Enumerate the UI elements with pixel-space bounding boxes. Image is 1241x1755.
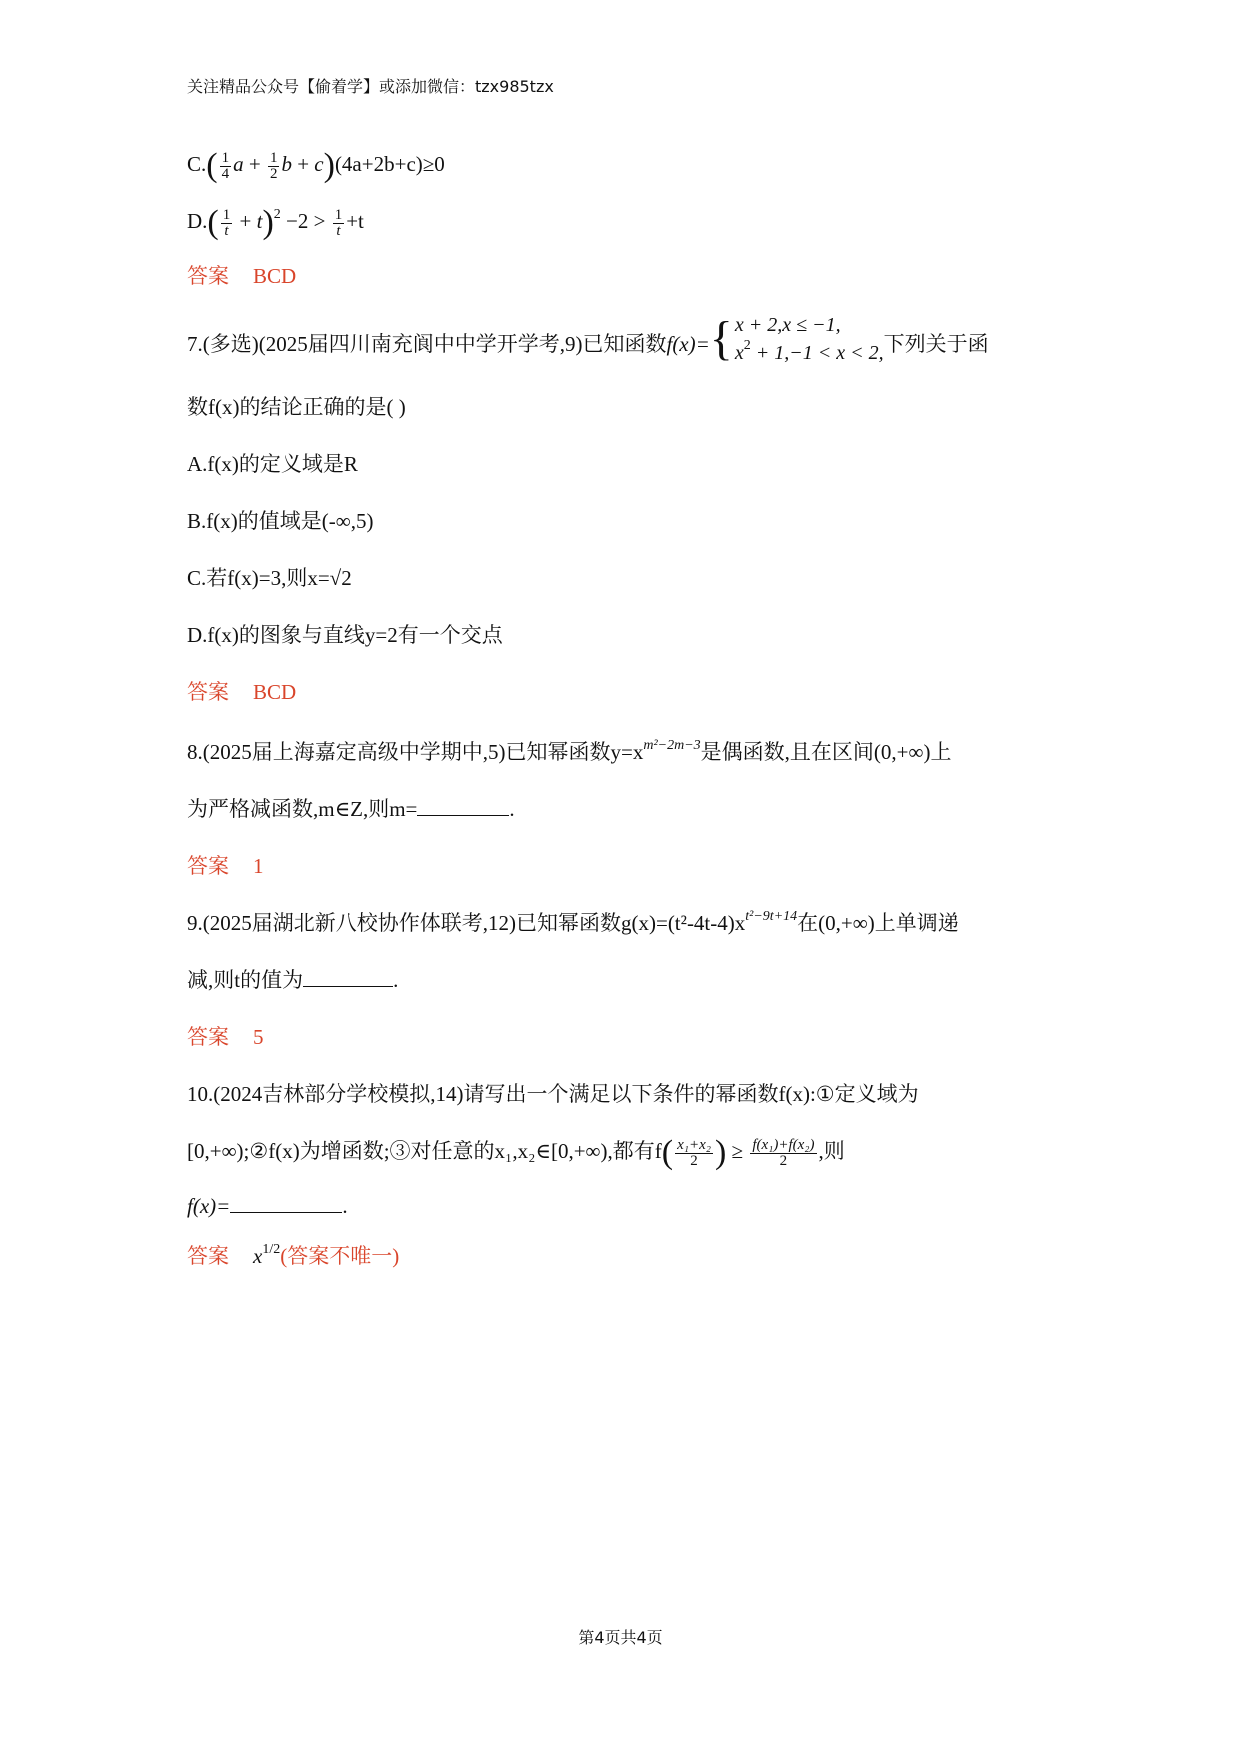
q6-answer	[187, 262, 296, 290]
watermark-header: 关注精品公众号【偷着学】或添加微信：tzx985tzx	[187, 77, 554, 96]
answer-label: 答案	[187, 854, 229, 878]
answer-value: 5	[253, 1025, 264, 1049]
fraction: $\frac{1}{2}$	[269, 149, 278, 182]
answer-value: BCD	[253, 264, 297, 288]
q8-stem-line2: 为严格减函数,m∈Z,则m= .	[187, 797, 515, 821]
page-number: 第4页共4页	[578, 1628, 663, 1647]
fraction: $\frac{\text{f(x₁)+f(x₂)}}{2}$	[752, 1136, 815, 1169]
answer-value: 1	[253, 854, 264, 878]
q8-answer	[187, 852, 264, 880]
q9-stem-line2: 减,则t的值为 .	[187, 968, 399, 992]
q7-answer	[187, 678, 296, 706]
q10-stem-line2: [0,+∞);②f(x)为增函数;③对任意的x₁,x₂∈[0,+∞),都有f( $\frac{\text{x₁+x₂}}{2}$ ) ≥ $\frac{\text{f(x₁)+f(x₂)}}{2}$ ,则	[187, 1134, 845, 1172]
q10-stem: 10.(2024吉林部分学校模拟,14)请写出一个满足以下条件的幂函数f(x):①定义域为	[187, 1082, 919, 1106]
q8-stem: 8.(2025届上海嘉定高级中学期中,5)已知幂函数$y=x^{m^2-2m-3}$是偶函数,且在区间(0,+∞)上	[187, 738, 952, 764]
piecewise-function: { x + 2,x ≤ −1, $x^2 + 1,-1 < x < 2$,	[709, 312, 884, 365]
q7-option-c: C.若f(x)=3,则x=√2	[187, 566, 352, 590]
question-text: 7.(多选)(2025届四川南充阆中中学开学考,9)已知函数	[187, 331, 667, 356]
fraction: $\frac{\text{x₁+x₂}}{2}$	[677, 1136, 711, 1169]
answer-value: x	[253, 1244, 263, 1268]
answer-blank[interactable]	[230, 1192, 342, 1213]
q7-option-a: A.f(x)的定义域是R	[187, 452, 358, 476]
q6-option-c: C.( $\frac{1}{4}$ a + $\frac{1}{2}$ b + c)(4a+2b+c)≥0	[187, 147, 445, 185]
answer-value: BCD	[253, 680, 297, 704]
q10-stem-line3: f(x)= .	[187, 1194, 348, 1218]
answer-label: 答案	[187, 680, 229, 704]
q6-option-d: D.( $\frac{1}{t}$ + t)$^2$ −2 > $\frac{1}{t}$ +t	[187, 204, 364, 242]
answer-label: 答案	[187, 264, 229, 288]
q10-answer: 答案 $x^{1/2}$(答案不唯一)	[187, 1242, 400, 1268]
answer-label: 答案	[187, 1244, 229, 1268]
q7-stem: 7.(多选)(2025届四川南充阆中中学开学考,9)已知函数f(x)= { x + 2,x ≤ −1, $x^2 + 1,-1 < x < 2$, 下列关于函	[187, 312, 989, 365]
q7-option-b: B.f(x)的值域是(-∞,5)	[187, 509, 374, 533]
answer-blank[interactable]	[417, 795, 509, 816]
answer-label: 答案	[187, 1025, 229, 1049]
option-label: C.	[187, 152, 207, 176]
q9-stem: 9.(2025届湖北新八校协作体联考,12)已知幂函数$g(x)=(t^2-4t-4)x^{t^2-9t+14}$在(0,+∞)上单调递	[187, 909, 959, 935]
answer-note: (答案不唯一)	[280, 1244, 400, 1268]
answer-blank[interactable]	[303, 966, 393, 987]
fraction: $\frac{1}{4}$	[221, 149, 230, 182]
q7-stem-line2: 数f(x)的结论正确的是( )	[187, 395, 406, 419]
option-label: D.	[187, 209, 208, 233]
q7-option-d: D.f(x)的图象与直线y=2有一个交点	[187, 623, 503, 647]
q9-answer	[187, 1023, 264, 1051]
option-text: (4a+2b+c)≥0	[334, 152, 445, 176]
